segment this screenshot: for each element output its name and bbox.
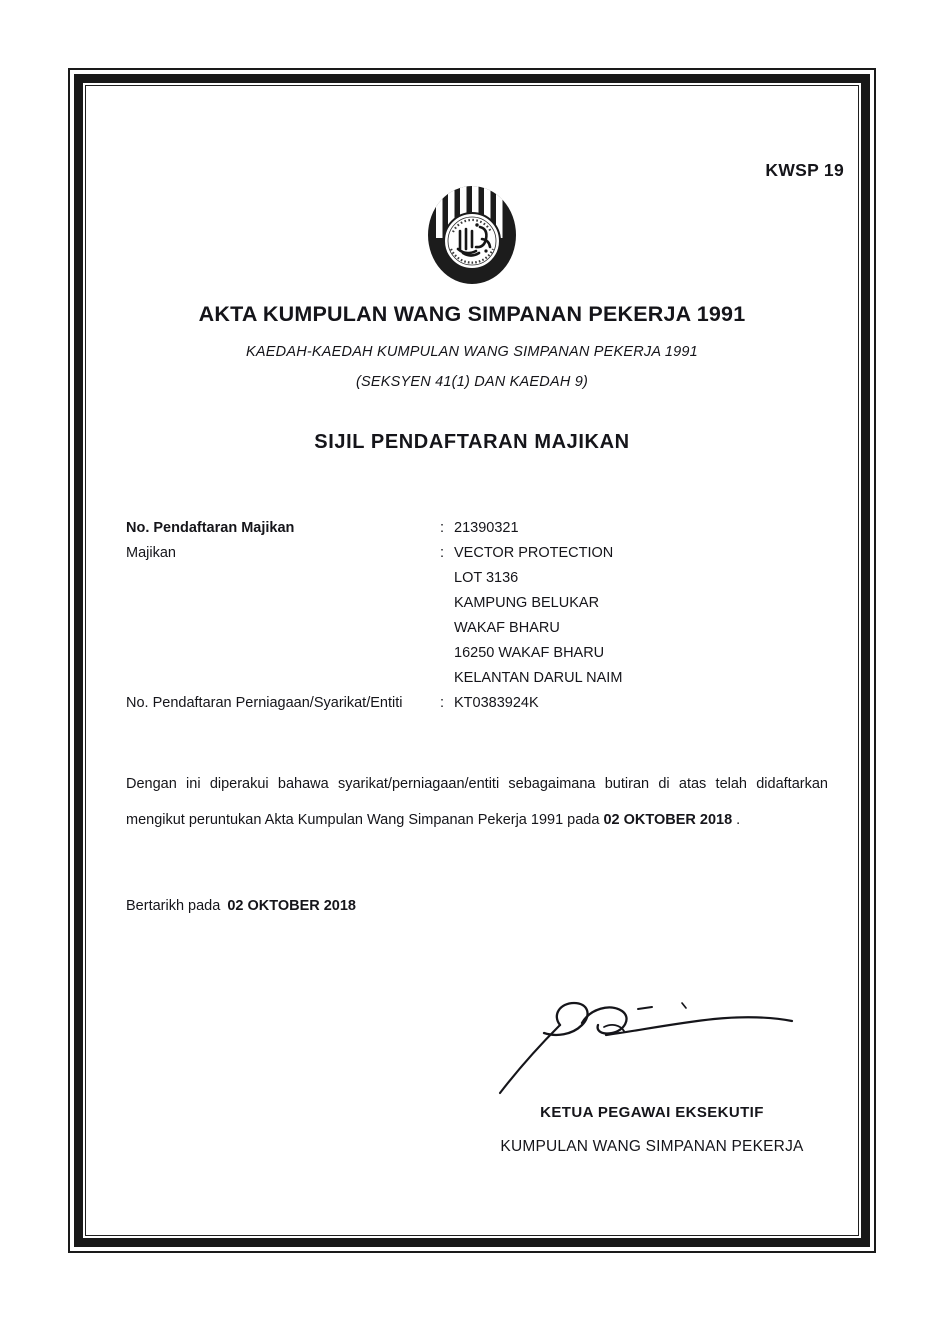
label-employer-reg-no: No. Pendaftaran Majikan xyxy=(126,520,295,536)
address-line xyxy=(126,616,826,641)
logo-container xyxy=(86,183,858,287)
details-block xyxy=(126,516,826,716)
detail-row-employer-reg-no xyxy=(126,516,826,541)
certificate-title: SIJIL PENDAFTARAN MAJIKAN xyxy=(314,431,630,453)
address-line-text: WAKAF BHARU xyxy=(454,620,560,636)
signature-footer xyxy=(446,1104,858,1156)
address-line-text: LOT 3136 xyxy=(454,570,519,586)
value-business-reg-no: KT0383924K xyxy=(454,695,539,711)
paragraph-text-end: . xyxy=(732,812,741,828)
address-line-text: KAMPUNG BELUKAR xyxy=(454,595,600,611)
detail-row-employer xyxy=(126,541,826,566)
detail-row-business-reg-no xyxy=(126,691,826,716)
paragraph-registration-date: 02 OKTOBER 2018 xyxy=(603,812,733,828)
address-indent xyxy=(126,616,454,641)
address-line xyxy=(126,591,826,616)
page-title: AKTA KUMPULAN WANG SIMPANAN PEKERJA 1991 xyxy=(198,302,746,326)
address-line-text: KELANTAN DARUL NAIM xyxy=(454,670,623,686)
title-block xyxy=(86,302,858,454)
address-line xyxy=(126,666,826,691)
address-indent xyxy=(126,591,454,616)
address-line xyxy=(126,566,826,591)
colon-employer: : xyxy=(440,545,445,561)
certification-paragraph xyxy=(126,766,828,838)
certificate-content xyxy=(86,86,858,1235)
label-employer: Majikan xyxy=(126,545,176,561)
address-indent xyxy=(126,666,454,691)
colon-business-reg-no: : xyxy=(440,695,445,711)
signatory-title: KETUA PEGAWAI EKSEKUTIF xyxy=(540,1104,764,1121)
value-employer-reg-no: 21390321 xyxy=(454,520,519,536)
colon-employer-reg-no: : xyxy=(440,520,445,536)
signature-container xyxy=(486,981,816,1101)
dated-line xyxy=(126,898,356,914)
address-indent xyxy=(126,566,454,591)
subtitle-section: (SEKSYEN 41(1) DAN KAEDAH 9) xyxy=(355,374,589,390)
subtitle-rules: KAEDAH-KAEDAH KUMPULAN WANG SIMPANAN PEKERJA 1991 xyxy=(246,344,698,360)
value-employer-name: VECTOR PROTECTION xyxy=(454,545,614,561)
signatory-organisation: KUMPULAN WANG SIMPANAN PEKERJA xyxy=(500,1138,804,1155)
dated-label: Bertarikh pada xyxy=(126,898,221,914)
dated-value: 02 OKTOBER 2018 xyxy=(227,898,356,914)
address-line-text: 16250 WAKAF BHARU xyxy=(454,645,605,661)
address-line xyxy=(126,641,826,666)
address-indent xyxy=(126,641,454,666)
paragraph-text-start: Dengan ini diperakui bahawa syarikat/perniagaan/entiti sebagaimana butiran di atas telah didaftarkan mengikut peruntukan Akta Kumpulan Wang Simpanan Pekerja 1991 pada xyxy=(126,776,828,828)
form-code: KWSP 19 xyxy=(765,160,844,180)
handwritten-signature-icon xyxy=(486,981,816,1101)
label-business-reg-no: No. Pendaftaran Perniagaan/Syarikat/Entiti xyxy=(126,695,403,711)
kwsp-epf-emblem-icon xyxy=(422,183,522,287)
